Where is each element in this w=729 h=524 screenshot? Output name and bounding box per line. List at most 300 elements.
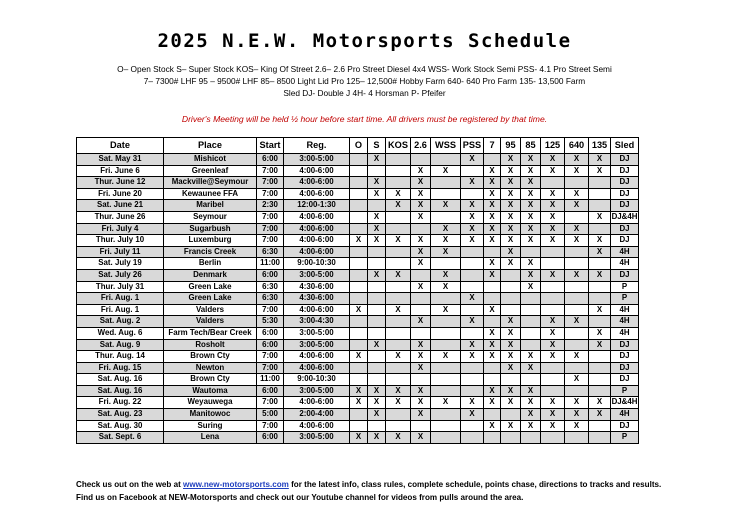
table-cell: X [484,327,501,339]
table-cell: X [461,235,484,247]
table-row [77,235,639,247]
table-cell: X [521,165,541,177]
table-cell: Fri. July 11 [77,246,164,258]
table-cell [368,362,386,374]
website-link[interactable]: www.new-motorsports.com [183,480,289,489]
table-cell [431,211,461,223]
table-cell: X [501,397,521,409]
table-cell: X [386,304,411,316]
table-cell: 4:00-6:00 [284,246,350,258]
table-cell: X [565,200,589,212]
table-cell: X [501,420,521,432]
table-cell: X [431,235,461,247]
table-cell [368,200,386,212]
table-cell [368,281,386,293]
table-cell: 6:30 [257,281,284,293]
table-cell: Kewaunee FFA [164,188,257,200]
table-cell: X [411,177,431,189]
table-cell: 6:30 [257,246,284,258]
table-cell: X [589,269,611,281]
table-cell [368,304,386,316]
table-cell [386,211,411,223]
table-cell [589,281,611,293]
col-header-2-6: 2.6 [411,138,431,154]
table-cell [386,362,411,374]
table-cell [350,258,368,270]
table-cell: X [368,235,386,247]
table-cell: Manitowoc [164,409,257,421]
table-cell: X [541,269,565,281]
table-cell [350,374,368,386]
table-cell: X [589,154,611,166]
table-cell [565,246,589,258]
table-cell [589,362,611,374]
col-header-sled: Sled [611,138,639,154]
schedule-body [77,154,639,444]
table-cell: X [386,188,411,200]
table-cell: X [501,327,521,339]
table-cell [484,281,501,293]
table-cell: X [521,362,541,374]
table-cell: Fri. Aug. 15 [77,362,164,374]
table-cell [521,304,541,316]
col-header-date: Date [77,138,164,154]
table-cell [521,246,541,258]
col-header-95: 95 [501,138,521,154]
table-cell [484,362,501,374]
table-row [77,223,639,235]
table-cell: Newton [164,362,257,374]
table-cell: X [501,154,521,166]
table-cell: X [484,420,501,432]
table-cell [461,188,484,200]
table-cell: X [521,258,541,270]
table-cell: DJ [611,165,639,177]
table-cell: X [368,177,386,189]
table-cell [386,420,411,432]
table-cell: X [501,235,521,247]
table-cell: X [461,177,484,189]
table-cell [431,327,461,339]
table-cell: X [461,154,484,166]
table-cell: X [350,432,368,444]
table-cell: X [541,235,565,247]
table-cell: Weyauwega [164,397,257,409]
table-cell [589,258,611,270]
table-cell [541,177,565,189]
col-header-125: 125 [541,138,565,154]
table-cell: X [461,339,484,351]
col-header-kos: KOS [386,138,411,154]
table-cell: DJ [611,420,639,432]
table-row [77,397,639,409]
table-cell: Sat. Aug. 2 [77,316,164,328]
table-cell: Sat. Aug. 16 [77,374,164,386]
table-cell: X [589,304,611,316]
table-cell: X [484,385,501,397]
table-cell: DJ [611,154,639,166]
table-cell [350,177,368,189]
table-cell [589,200,611,212]
table-cell [589,432,611,444]
table-cell [386,258,411,270]
table-cell [350,362,368,374]
table-cell [541,362,565,374]
table-cell: X [541,165,565,177]
table-cell: 5:00 [257,409,284,421]
table-cell: X [565,351,589,363]
table-cell [431,154,461,166]
table-row [77,385,639,397]
footer-line-web [76,479,716,492]
table-cell [521,374,541,386]
table-cell: 6:00 [257,385,284,397]
table-cell [386,177,411,189]
table-cell: X [484,177,501,189]
table-cell: Sat. Aug. 16 [77,385,164,397]
table-cell [589,188,611,200]
table-cell: Sat. July 26 [77,269,164,281]
table-cell: X [541,316,565,328]
table-cell [411,374,431,386]
table-cell [565,258,589,270]
table-cell [386,316,411,328]
table-cell [431,374,461,386]
table-cell: X [565,397,589,409]
table-cell: X [368,223,386,235]
table-cell: Fri. June 6 [77,165,164,177]
table-cell [484,293,501,305]
table-cell [386,293,411,305]
table-cell: X [484,200,501,212]
table-cell: 7:00 [257,362,284,374]
table-cell: X [541,397,565,409]
table-cell: 4:00-6:00 [284,235,350,247]
col-header-640: 640 [565,138,589,154]
table-cell [501,374,521,386]
table-cell: Denmark [164,269,257,281]
table-cell [521,327,541,339]
table-cell: DJ [611,177,639,189]
legend-line: Sled DJ- Double J 4H- 4 Horsman P- Pfeifer [283,88,446,99]
table-cell: Seymour [164,211,257,223]
table-cell: X [541,339,565,351]
table-cell: X [411,211,431,223]
table-cell [461,269,484,281]
table-cell: P [611,281,639,293]
table-cell: 6:30 [257,293,284,305]
table-cell [411,154,431,166]
table-cell: X [589,235,611,247]
table-cell [501,409,521,421]
table-cell: X [350,351,368,363]
table-cell [386,223,411,235]
table-cell: X [411,339,431,351]
table-cell [350,165,368,177]
table-cell: X [411,246,431,258]
table-cell: X [411,362,431,374]
table-cell [565,432,589,444]
table-cell: X [521,420,541,432]
table-cell: Berlin [164,258,257,270]
table-cell: X [521,188,541,200]
table-cell [565,211,589,223]
table-cell [589,316,611,328]
table-cell: Francis Creek [164,246,257,258]
table-cell [386,327,411,339]
table-row [77,327,639,339]
table-cell [368,420,386,432]
table-cell: X [368,154,386,166]
table-cell: Brown Cty [164,351,257,363]
table-cell: X [521,281,541,293]
table-cell: X [484,223,501,235]
table-cell [484,154,501,166]
table-cell: 9:00-10:30 [284,374,350,386]
table-cell: 7:00 [257,188,284,200]
table-cell: 7:00 [257,304,284,316]
table-cell [484,374,501,386]
table-cell: X [386,269,411,281]
table-cell: DJ [611,339,639,351]
table-cell [484,432,501,444]
table-cell: X [411,397,431,409]
table-cell [350,420,368,432]
table-cell [541,258,565,270]
table-cell: X [484,188,501,200]
table-cell [431,385,461,397]
table-cell: Valders [164,304,257,316]
table-cell: 4H [611,258,639,270]
table-cell [411,304,431,316]
table-cell [386,281,411,293]
table-cell: DJ [611,188,639,200]
table-cell: Thur. June 12 [77,177,164,189]
table-cell [565,362,589,374]
table-cell [501,432,521,444]
table-cell: X [411,409,431,421]
table-cell: 3:00-5:00 [284,327,350,339]
table-cell [411,269,431,281]
table-row [77,154,639,166]
table-cell [461,281,484,293]
table-cell: Farm Tech/Bear Creek [164,327,257,339]
table-cell: DJ&4H [611,211,639,223]
table-cell [411,223,431,235]
table-cell: X [431,165,461,177]
table-cell: X [461,293,484,305]
table-cell [461,362,484,374]
table-cell [350,327,368,339]
table-row [77,293,639,305]
table-cell [461,432,484,444]
table-cell [541,432,565,444]
table-cell [461,246,484,258]
footer-text: for the latest info, class rules, complete schedule, points chase, directions to tracks and results. [288,480,662,489]
table-cell: X [484,211,501,223]
table-cell: X [589,165,611,177]
table-cell: X [368,409,386,421]
table-cell [541,246,565,258]
table-cell: X [461,200,484,212]
table-cell: X [386,432,411,444]
table-cell: 4H [611,327,639,339]
table-cell [521,339,541,351]
table-cell: Maribel [164,200,257,212]
table-cell: 6:00 [257,269,284,281]
table-cell: X [541,200,565,212]
table-cell [589,374,611,386]
table-cell: X [521,397,541,409]
drivers-meeting-note: Driver's Meeting will be held ½ hour before start time. All drivers must be registered by that time. [181,114,548,124]
table-cell: X [411,235,431,247]
table-cell [386,154,411,166]
table-cell: 4:00-6:00 [284,362,350,374]
table-cell [541,304,565,316]
table-cell [461,304,484,316]
table-cell: X [411,258,431,270]
table-row [77,246,639,258]
table-cell: 4:30-6:00 [284,293,350,305]
col-header-start: Start [257,138,284,154]
table-cell: X [350,385,368,397]
table-cell: 4:00-6:00 [284,177,350,189]
table-cell: X [411,316,431,328]
table-cell [484,316,501,328]
table-cell: Fri. Aug. 1 [77,304,164,316]
table-cell: X [431,304,461,316]
table-row [77,351,639,363]
table-cell: X [411,188,431,200]
table-cell: 7:00 [257,397,284,409]
table-cell: Lena [164,432,257,444]
table-cell: X [431,397,461,409]
table-cell: X [411,385,431,397]
table-cell [501,269,521,281]
table-cell [501,281,521,293]
table-cell: 3:00-5:00 [284,339,350,351]
table-cell: X [589,246,611,258]
footer-text: Check us out on the web at [76,480,184,489]
table-cell [565,339,589,351]
table-cell: X [484,304,501,316]
table-cell: Thur. July 10 [77,235,164,247]
table-row [77,269,639,281]
table-cell: P [611,432,639,444]
col-header-place: Place [164,138,257,154]
table-cell: DJ [611,200,639,212]
table-cell: P [611,293,639,305]
table-cell: 4:00-6:00 [284,223,350,235]
table-cell [368,374,386,386]
table-cell: X [501,351,521,363]
table-cell: X [589,397,611,409]
table-cell [350,188,368,200]
table-cell: DJ [611,374,639,386]
table-cell: X [386,397,411,409]
table-cell: X [461,409,484,421]
table-row [77,281,639,293]
table-cell: 4:00-6:00 [284,211,350,223]
table-cell: 7:00 [257,223,284,235]
table-cell: Sat. Sept. 6 [77,432,164,444]
table-cell: 6:00 [257,339,284,351]
table-cell [368,327,386,339]
table-cell: X [589,409,611,421]
table-cell: 4:00-6:00 [284,397,350,409]
table-cell [589,385,611,397]
table-cell [368,351,386,363]
table-cell [350,269,368,281]
table-cell: Fri. Aug. 22 [77,397,164,409]
table-cell [541,374,565,386]
table-cell [461,374,484,386]
table-cell: X [484,339,501,351]
table-cell: X [521,269,541,281]
table-cell: X [368,385,386,397]
table-cell [386,165,411,177]
col-header-s: S [368,138,386,154]
table-cell: X [461,211,484,223]
table-cell [431,188,461,200]
table-cell: X [521,409,541,421]
table-cell [521,432,541,444]
table-cell [350,246,368,258]
table-cell: Sat. Aug. 9 [77,339,164,351]
table-cell: X [368,188,386,200]
table-cell: 3:00-4:30 [284,316,350,328]
table-cell [541,281,565,293]
table-cell: 9:00-10:30 [284,258,350,270]
table-cell: 11:00 [257,258,284,270]
table-cell: X [368,339,386,351]
class-legend [0,63,729,100]
table-cell: Sat. May 31 [77,154,164,166]
table-cell: X [541,327,565,339]
footer [76,479,716,504]
table-cell: X [521,351,541,363]
table-cell: 2:00-4:00 [284,409,350,421]
table-cell: 4H [611,316,639,328]
table-cell [411,420,431,432]
table-cell [411,327,431,339]
table-cell: DJ [611,351,639,363]
table-cell: X [521,200,541,212]
table-cell: X [521,385,541,397]
table-cell: X [501,339,521,351]
table-cell: X [501,385,521,397]
table-cell: X [501,165,521,177]
table-cell: X [541,211,565,223]
col-header-wss: WSS [431,138,461,154]
table-cell [501,304,521,316]
table-cell: X [541,351,565,363]
table-cell: X [484,269,501,281]
table-cell: X [565,223,589,235]
table-cell: X [484,165,501,177]
table-cell [565,327,589,339]
table-cell: X [368,397,386,409]
table-cell: 4H [611,304,639,316]
table-cell: Fri. Aug. 1 [77,293,164,305]
table-cell: X [541,188,565,200]
table-cell [461,258,484,270]
table-cell: X [565,374,589,386]
table-cell [589,293,611,305]
table-row [77,339,639,351]
table-cell [589,223,611,235]
table-cell: X [565,154,589,166]
